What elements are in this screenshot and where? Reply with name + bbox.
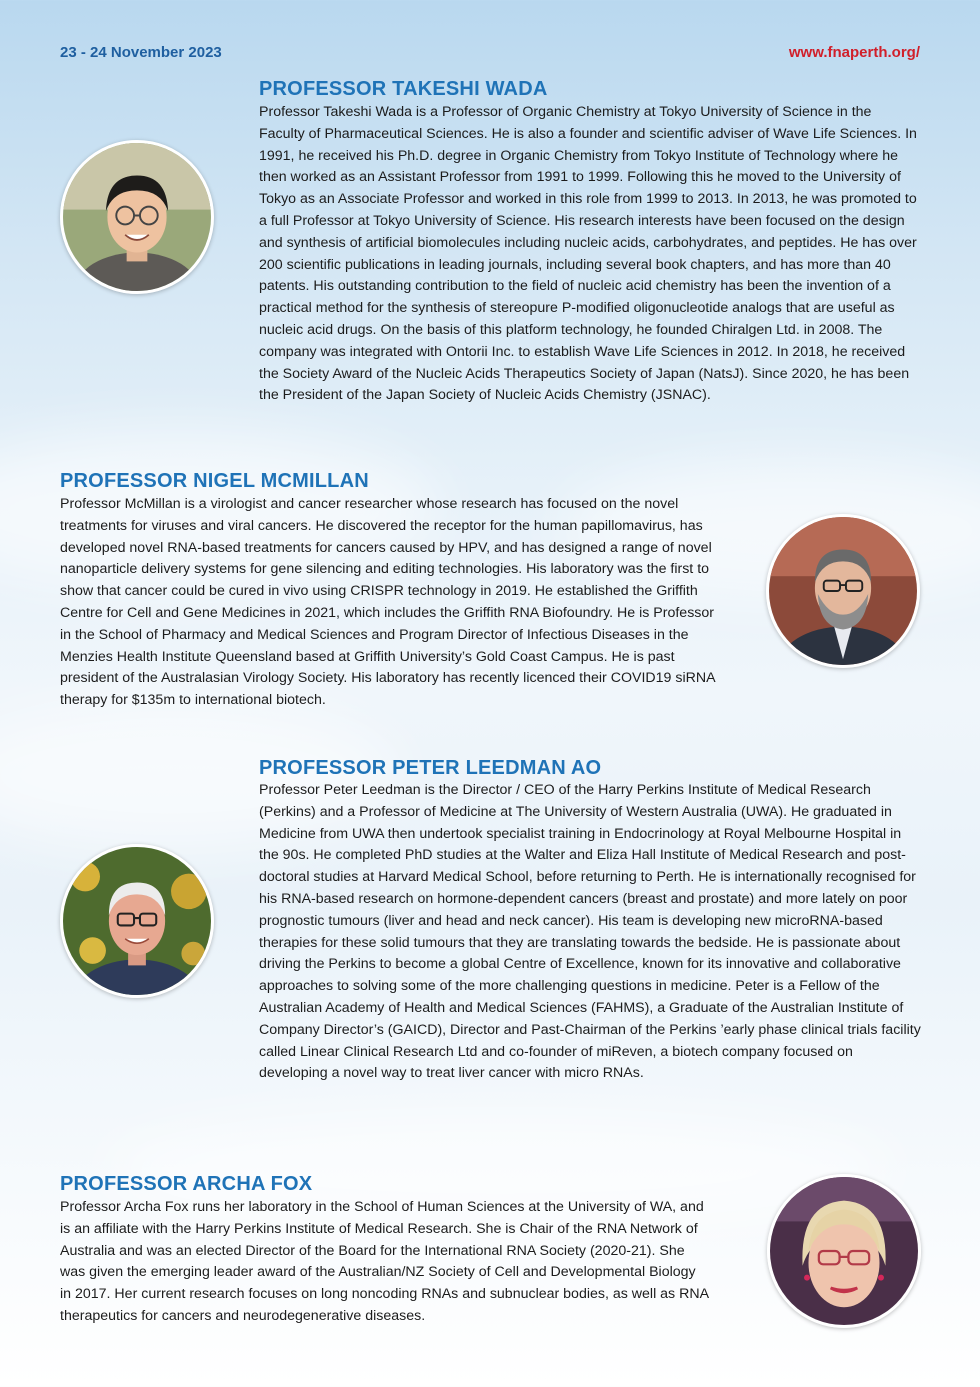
speaker-name: PROFESSOR NIGEL MCMILLAN <box>60 470 369 492</box>
speaker-name: PROFESSOR ARCHA FOX <box>60 1173 313 1195</box>
speaker-photo-leedman <box>60 844 214 998</box>
portrait-icon <box>63 143 211 291</box>
portrait-icon <box>63 847 211 995</box>
speaker-bio: Professor Peter Leedman is the Director / CEO of the Harry Perkins Institute of Medical Research (Perkins) and a Professor of Medicine at The University of Western Australia (UWA). He graduated in Medicine from UWA then undertook specialist training in Endocrinology at Royal Melbourne Hospital in the 90s. He completed PhD studies at the Walter and Eliza Hall Institute of Medical Research and post-doctoral studies at Harvard Medical School, before returning to Perth. He is internationally recognised for his RNA-based research on hormone-dependent cancers (breast and prostate) and more lately on poor prognostic tumours (liver and head and neck cancer). His team is developing new microRNA-based therapies for these solid tumours that they are translating towards the bedside. He is passionate about driving the Perkins to become a global Centre of Excellence, known for its innovative and collaborative approaches to solving some of the more challenging questions in medicine. Peter is a Fellow of the Australian Academy of Health and Medical Sciences (FAHMS), a Graduate of the Australian Institute of Company Director’s (GAICD), Director and Past-Chairman of the Perkins ’early phase clinical trials facility called Linear Clinical Research Ltd and co-founder of miReven, a biotech company focused on developing a novel way to treat liver cancer with micro RNAs. <box>259 782 921 1082</box>
portrait-icon <box>770 1177 918 1325</box>
speaker-bio: Professor Takeshi Wada is a Professor of Organic Chemistry at Tokyo University of Science in the Faculty of Pharmaceutical Sciences. He is also a founder and scientific adviser of Wave Life Sciences. In 1991, he received his Ph.D. degree in Organic Chemistry from Tokyo Institute of Technology where he then worked as an Assistant Professor from 1991 to 1999. Following this he moved to the University of Tokyo as an Associate Professor and worked in this role from 1999 to 2013. In 2013, he was promoted to a full Professor at Tokyo University of Science. His research interests have been focused on the design and synthesis of artificial biomolecules including nucleic acids, carbohydrates, and peptides. He has over 200 scientific publications in leading journals, including several book chapters, and has more than 40 patents. His outstanding contribution to the field of nucleic acid chemistry has been the invention of a practical method for the synthesis of stereopure P-modified oligonucleotide analogs that are useful as nucleic acid drugs. On the basis of this platform technology, he founded Chiralgen Ltd. in 2008. The company was integrated with Ontorii Inc. to establish Wave Life Sciences in 2012. In 2018, he received the Society Award of the Nucleic Acids Therapeutics Society of Japan (NatsJ). Since 2020, he has been the President of the Japan Society of Nucleic Acids Chemistry (JSNAC). <box>259 104 917 404</box>
speaker-name: PROFESSOR TAKESHI WADA <box>259 78 548 100</box>
speaker-photo-mcmillan <box>766 514 920 668</box>
speaker-bio: Professor Archa Fox runs her laboratory in the School of Human Sciences at the University of WA, and is an affiliate with the Harry Perkins Institute of Medical Research. She is Chair of the RNA Network of Australia and was an elected Director of the Board for the International RNA Society (2020-21). She was given the emerging leader award of the Australian/NZ Society of Cell and Developmental Biology in 2017. Her current research focuses on long noncoding RNAs and subnuclear bodies, as well as RNA therapeutics for cancers and neurodegenerative diseases. <box>60 1199 709 1324</box>
event-date: 23 - 24 November 2023 <box>60 44 222 61</box>
speaker-photo-fox <box>767 1174 921 1328</box>
website-link[interactable]: www.fnaperth.org/ <box>788 44 920 61</box>
speaker-bio: Professor McMillan is a virologist and cancer researcher whose research has focused on the novel treatments for viruses and viral cancers. He discovered the receptor for the human papillomavirus, has developed novel RNA-based treatments for cancers caused by HPV, and has designed a range of novel nanoparticle delivery systems for gene silencing and editing technologies. His laboratory was the first to show that cancer could be cured in vivo using CRISPR technology in 2019. He established the Griffith Centre for Cell and Gene Medicines in 2021, which includes the Griffith RNA Biofoundry. He is Professor in the School of Pharmacy and Medical Sciences and Program Director of Infectious Diseases in the Menzies Health Institute Queensland based at Griffith University’s Gold Coast Campus. He is past president of the Australasian Virology Society. His laboratory has recently licenced their COVID19 siRNA therapy for $135m to international biotech. <box>60 496 715 709</box>
speaker-photo-wada <box>60 140 214 294</box>
portrait-icon <box>769 517 917 665</box>
speaker-name: PROFESSOR PETER LEEDMAN AO <box>259 757 602 779</box>
